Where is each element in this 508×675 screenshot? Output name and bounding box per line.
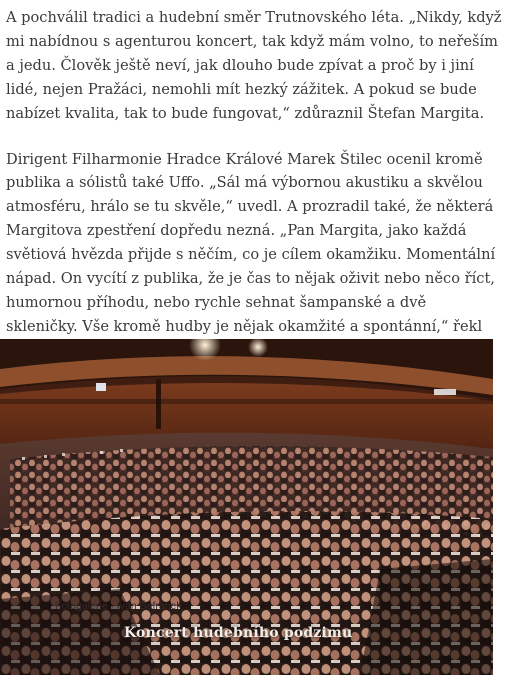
paragraph-2: Dirigent Filharmonie Hradce Králové Marek Štilec ocenil kromě publika a sólistů také Uffo. „Sál má výbornou akustiku a skvělou atmosféru, hrálo se tu skvěle,“ uvedl. A prozradil také, že některá Margitova zpestření dopředu nezná. „Pan Margita, jako každá světiová hvězda přijde s něčím, co je cílem okamžiku. Momentální nápad. On vycítí z publika, že je čas to nějak oživit nebo něco říct, humornou příhodu, nebo rychle sehnat šampanské a dvě skleničky. Vše kromě hudby je nějak okamžité a spontánní,“ řekl [6,150,496,335]
paragraph-1: A pochválil tradici a hudební směr Trutnovského léta. „Nikdy, když mi nabídnou s agenturou koncert, tak když mám volno, to neřeším a jedu. Člověk ještě neví, jak dlouho bude zpívat a proč by i jiní lidé, nejen Pražáci, nemohli mít hezký zážitek. A pokud se bude nabízet kvalita, tak to bude fungovat,“ zdůraznil Štefan Margita. [6,9,502,122]
article-body [6,6,502,385]
photo-credit: Fotogalerie · Ivan Šafránek [55,600,182,612]
photo-caption: Koncert hudebního podzimu [124,625,353,641]
